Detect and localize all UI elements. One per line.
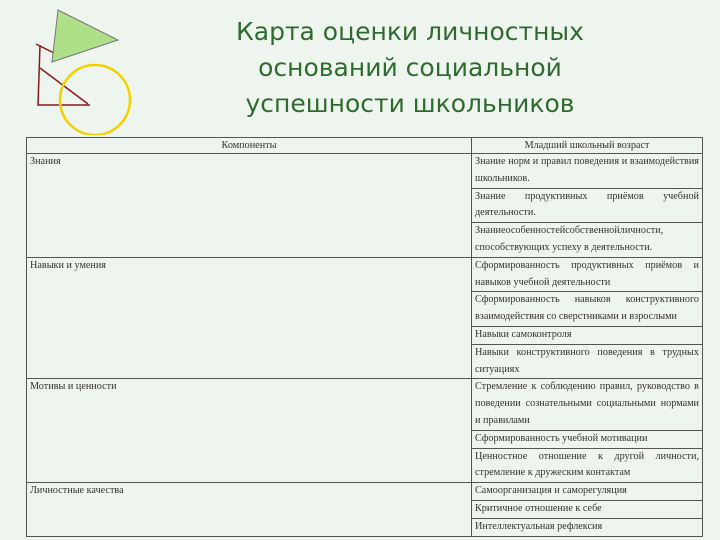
item-cell: Стремление к соблюдению правил, руководство в поведении сознательными социальными нормами и правилами (472, 379, 703, 430)
item-cell: Знаниеособенностейсобственнойличности, способствующих успеху в деятельности. (472, 223, 703, 258)
item-cell: Знание норм и правил поведения и взаимодействия школьников. (472, 154, 703, 189)
table-row (27, 483, 703, 501)
table-row (27, 257, 703, 292)
header-components: Компоненты (27, 138, 472, 154)
item-cell: Навыки конструктивного поведения в трудных ситуациях (472, 344, 703, 379)
table-row (27, 379, 703, 430)
assessment-table (26, 137, 703, 537)
header-age: Младший школьный возраст (472, 138, 703, 154)
item-cell: Интеллектуальная рефлексия (472, 518, 703, 536)
item-cell: Самоорганизация и саморегуляция (472, 483, 703, 501)
category-cell: Навыки и умения (27, 257, 472, 379)
slide-title-line: успешности школьников (245, 89, 575, 118)
green-triangle (52, 10, 118, 62)
table-header-row (27, 138, 703, 154)
slide-title-line: Карта оценки личностных (236, 17, 584, 46)
item-cell: Навыки самоконтроля (472, 326, 703, 344)
slide-title-line: оснований социальной (258, 53, 562, 82)
decorative-shapes (0, 0, 200, 135)
item-cell: Сформированность учебной мотивации (472, 430, 703, 448)
category-cell: Мотивы и ценности (27, 379, 472, 483)
table-row (27, 154, 703, 189)
slide-title (200, 14, 620, 122)
item-cell: Сформированность навыков конструктивного взаимодействия со сверстниками и взрослыми (472, 292, 703, 327)
item-cell: Критичное отношение к себе (472, 500, 703, 518)
category-cell: Знания (27, 154, 472, 258)
yellow-circle (60, 65, 130, 135)
item-cell: Ценностное отношение к другой личности, стремление к дружеским контактам (472, 448, 703, 483)
item-cell: Сформированность продуктивных приёмов и навыков учебной деятельности (472, 257, 703, 292)
item-cell: Знание продуктивных приёмов учебной деятельности. (472, 188, 703, 223)
category-cell: Личностные качества (27, 483, 472, 536)
